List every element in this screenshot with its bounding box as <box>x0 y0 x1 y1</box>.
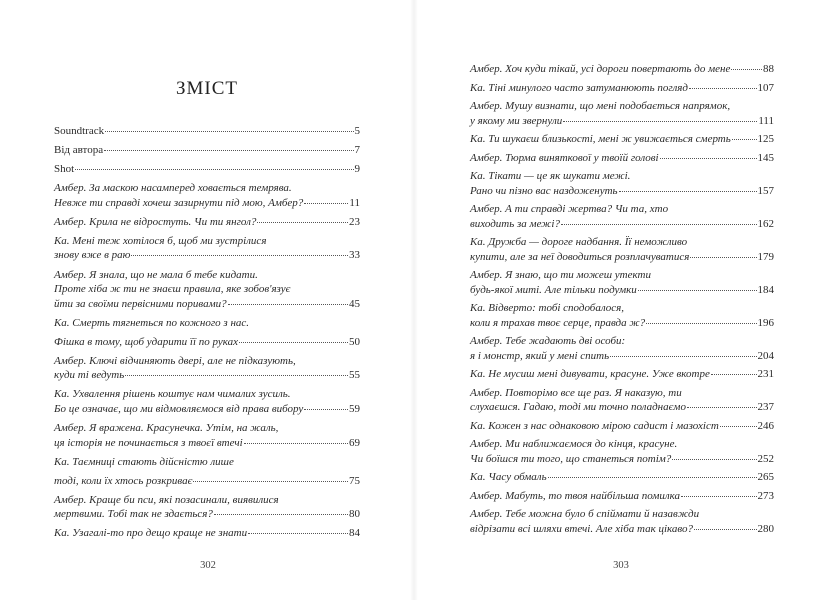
toc-entry-title: Амбер. Хоч куди тікай, усі дороги повертають до мене <box>470 63 731 75</box>
toc-entry-last-line <box>470 151 774 166</box>
toc-entry-last-line <box>54 455 360 470</box>
dot-leader <box>681 495 756 497</box>
toc-entry-line: Амбер. Ми наближаємося до кінця, красуне. <box>470 438 678 450</box>
toc-entry <box>470 301 774 330</box>
toc-entry-last-line <box>470 184 774 199</box>
dot-leader <box>720 425 757 427</box>
toc-entry-page: 196 <box>757 316 774 329</box>
dot-leader <box>646 322 756 324</box>
toc-entry-last-line <box>54 162 360 177</box>
toc-entry <box>54 234 360 263</box>
toc-entry-title: тоді, коли їх хтось розкриває <box>54 474 193 487</box>
toc-entry-page: 252 <box>757 452 774 465</box>
toc-entry <box>470 268 774 297</box>
toc-entry <box>54 474 360 489</box>
toc-entry-line: Амбер. Я вражена. Красунечка. Утім, на жаль, <box>54 422 279 435</box>
toc-entry-last-line <box>54 335 360 350</box>
toc-entry-title: виходить за межі? <box>470 217 560 230</box>
toc-entry-page: 237 <box>757 401 774 413</box>
toc-entry-title: у якому ми звернули <box>470 114 563 127</box>
toc-entry <box>54 162 360 177</box>
toc-entry <box>470 235 774 264</box>
dot-leader <box>244 442 348 444</box>
dot-leader <box>731 68 762 70</box>
toc-entry-title: коли я трахав твоє серце, правда ж? <box>470 316 646 329</box>
toc-entry <box>54 387 360 416</box>
toc-entry <box>470 367 774 382</box>
toc-entry-last-line <box>470 316 774 331</box>
dot-leader <box>610 355 756 357</box>
toc-entry-page: 59 <box>349 402 360 415</box>
toc-entry-page: 5 <box>354 125 360 137</box>
dot-leader <box>105 130 353 132</box>
toc-entry-title: слухаєшся. Гадаю, тоді ми точно поладнаємо <box>470 401 686 413</box>
toc-entry-title: Фішка в тому, щоб ударити її по руках <box>54 335 239 348</box>
dot-leader <box>239 341 348 343</box>
toc-entry-last-line <box>470 470 774 485</box>
toc-entry-title: Амбер. Крила не відростуть. Чи ти янгол? <box>54 215 257 228</box>
toc-entry <box>54 493 360 522</box>
toc-entry-last-line <box>470 283 774 298</box>
dot-leader <box>131 254 348 256</box>
toc-entry-page: 111 <box>758 114 774 127</box>
toc-entry <box>470 489 774 504</box>
toc-entry-title: Ка. Узагалі-то про дещо краще не знати <box>54 527 248 540</box>
dot-leader <box>125 374 348 376</box>
toc-entry-page: 265 <box>757 471 774 483</box>
toc-entry-last-line <box>470 62 774 77</box>
toc-entry-title: купити, але за неї доводиться розплачуватися <box>470 250 690 263</box>
toc-entry <box>54 421 360 450</box>
toc-entry-page: 9 <box>354 163 360 176</box>
toc-entry-last-line <box>470 217 774 232</box>
toc-entry-last-line <box>54 196 360 211</box>
toc-entry <box>470 62 774 77</box>
toc-entry-line: Ка. Дружба — дороге надбання. Її неможливо <box>470 236 688 248</box>
toc-entry-page: 179 <box>757 250 774 263</box>
dot-leader <box>75 168 353 170</box>
toc-entry-title: я і монстр, який у мені спить <box>470 349 610 362</box>
dot-leader <box>732 138 757 140</box>
toc-entry-page: 75 <box>349 474 360 487</box>
toc-entry <box>470 419 774 434</box>
toc-entry-last-line <box>54 248 360 263</box>
toc-entry-line: Проте хіба ж ти не знаєш правила, яке зобов'язує <box>54 283 291 296</box>
toc-entry <box>54 268 360 312</box>
toc-entry-page: 184 <box>757 283 774 296</box>
toc-entry-page: 11 <box>349 196 360 209</box>
right-page <box>414 0 829 600</box>
toc-entry-title: знову вже в раю <box>54 249 131 262</box>
toc-entry-line: Ка. Мені теж хотілося б, щоб ми зустрілися <box>54 234 267 247</box>
toc-entry-page: 84 <box>349 527 360 540</box>
toc-entry <box>470 132 774 147</box>
toc-entry <box>54 354 360 383</box>
dot-leader <box>214 513 348 515</box>
toc-entry-last-line <box>54 436 360 451</box>
toc-entry-title: Ка. Часу обмаль <box>470 471 547 483</box>
toc-entry-page: 45 <box>349 297 360 310</box>
toc-entry <box>54 455 360 470</box>
toc-entry <box>470 437 774 466</box>
toc-entry-page: 88 <box>763 63 774 75</box>
toc-entry-page: 145 <box>757 151 774 164</box>
dot-leader <box>193 480 348 482</box>
toc-entry-last-line <box>54 124 360 139</box>
dot-leader <box>694 528 756 530</box>
toc-entry-page: 50 <box>349 335 360 348</box>
toc-list-left <box>54 124 360 546</box>
toc-entry <box>54 526 360 541</box>
toc-entry-page: 55 <box>349 369 360 382</box>
toc-entry <box>54 124 360 139</box>
toc-entry-title: Амбер. Тюрма виняткової у твоїй голові <box>470 151 659 164</box>
toc-entry-last-line <box>470 452 774 467</box>
toc-entry <box>54 335 360 350</box>
toc-entry-title: Shot <box>54 163 75 176</box>
toc-entry-title: відрізати всі шляхи втечі. Але хіба так цікаво? <box>470 522 694 535</box>
toc-entry-last-line <box>470 132 774 147</box>
toc-entry-title: будь-якої миті. Але тільки подумки <box>470 283 637 296</box>
toc-entry-line: Амбер. Повторімо все ще раз. Я наказую, ти <box>470 386 682 399</box>
toc-entry <box>470 99 774 128</box>
toc-entry-line: Амбер. Тебе жадають дві особи: <box>470 335 626 347</box>
toc-entry <box>54 143 360 158</box>
dot-leader <box>672 458 756 460</box>
page-number-right: 303 <box>613 560 629 571</box>
toc-entry-last-line <box>54 526 360 541</box>
toc-entry-title: Ка. Таємниці стають дійсністю лише <box>54 455 234 468</box>
toc-entry-title: Ка. Ти шукаєш близькості, мені ж увижається смерть <box>470 133 731 145</box>
toc-entry-last-line <box>470 400 774 415</box>
dot-leader <box>304 408 348 410</box>
toc-entry-last-line <box>470 522 774 537</box>
toc-entry-title: ця історія не починається з твоєї втечі <box>54 436 243 449</box>
toc-entry-page: 125 <box>757 133 774 145</box>
page-number-left: 302 <box>200 560 216 571</box>
toc-entry-line: Амбер. Краще би пси, які позасинали, виявилися <box>54 493 279 506</box>
toc-entry-title: Чи боїшся ти того, що станеться потім? <box>470 452 672 465</box>
toc-entry <box>470 470 774 485</box>
toc-entry-page: 23 <box>349 215 360 228</box>
toc-list-right <box>470 62 774 540</box>
toc-entry <box>470 202 774 231</box>
toc-entry-last-line <box>54 507 360 522</box>
toc-entry-page: 80 <box>349 508 360 521</box>
toc-entry-page: 162 <box>757 217 774 230</box>
toc-entry-page: 280 <box>757 522 774 535</box>
toc-entry-title: куди ті ведуть <box>54 369 125 382</box>
toc-title: ЗМІСТ <box>175 78 239 99</box>
dot-leader <box>689 87 757 89</box>
toc-entry-title: Рано чи пізно вас наздоженуть <box>470 184 618 197</box>
toc-entry-line: Амбер. Тебе можна було б спіймати й назавжди <box>470 508 700 520</box>
toc-entry-last-line <box>54 143 360 158</box>
toc-entry-page: 69 <box>349 436 360 449</box>
toc-entry <box>470 386 774 415</box>
toc-entry-line: Амбер. А ти справді жертва? Чи та, хто <box>470 203 669 215</box>
toc-entry-last-line <box>470 250 774 265</box>
toc-entry-last-line <box>470 81 774 96</box>
toc-entry-page: 7 <box>354 144 360 157</box>
toc-entry-page: 107 <box>757 81 774 94</box>
toc-entry-page: 273 <box>757 489 774 502</box>
toc-entry-title: Ка. Не мусиш мені дивувати, красуне. Уже вкотре <box>470 368 710 380</box>
dot-leader <box>228 303 348 305</box>
toc-entry-title: Ка. Тіні минулого часто затуманюють погляд <box>470 81 688 94</box>
toc-entry <box>54 316 360 331</box>
toc-entry-title: Амбер. Мабуть, то твоя найбільша помилка <box>470 489 681 502</box>
toc-entry-line: Амбер. За маскою насамперед ховається темрява. <box>54 182 292 195</box>
toc-entry-page: 33 <box>349 249 360 262</box>
dot-leader <box>638 289 757 291</box>
toc-entry-title: йти за своїми первісними поривами? <box>54 297 227 310</box>
toc-entry-title: мертвими. Тобі так не здається? <box>54 508 213 521</box>
dot-leader <box>561 223 757 225</box>
toc-entry-line: Амбер. Мушу визнати, що мені подобається напрямок, <box>470 100 731 112</box>
toc-entry-page: 157 <box>757 184 774 197</box>
toc-entry-page: 246 <box>757 419 774 432</box>
left-page <box>0 0 414 600</box>
toc-entry-last-line <box>54 402 360 417</box>
toc-entry-page: 204 <box>757 349 774 362</box>
toc-entry-title: Від автора <box>54 144 104 157</box>
toc-entry-title: Soundtrack <box>54 125 105 137</box>
toc-entry <box>470 151 774 166</box>
dot-leader <box>660 157 757 159</box>
toc-entry-line: Амбер. Ключі відчиняють двері, але не підказують, <box>54 354 296 367</box>
dot-leader <box>248 532 348 534</box>
dot-leader <box>563 120 757 122</box>
toc-entry <box>470 169 774 198</box>
toc-entry-page: 231 <box>757 368 774 380</box>
toc-entry-line: Ка. Відверто: тобі сподобалося, <box>470 302 625 314</box>
dot-leader <box>690 256 756 258</box>
toc-entry <box>54 215 360 230</box>
dot-leader <box>548 476 757 478</box>
toc-entry-line: Ка. Тікати — це як шукати межі. <box>470 170 631 182</box>
toc-entry-line: Амбер. Я знаю, що ти можеш утекти <box>470 269 651 281</box>
toc-entry-line: Ка. Ухвалення рішень коштує нам чималих зусиль. <box>54 388 291 401</box>
dot-leader <box>304 202 348 204</box>
toc-entry <box>470 507 774 536</box>
toc-entry <box>470 334 774 363</box>
dot-leader <box>711 373 757 375</box>
toc-entry-last-line <box>470 419 774 434</box>
toc-entry-last-line <box>54 215 360 230</box>
dot-leader <box>687 406 757 408</box>
toc-entry-last-line <box>470 349 774 364</box>
toc-entry-line: Амбер. Я знала, що не мала б тебе кидати. <box>54 268 258 281</box>
toc-entry-last-line <box>54 474 360 489</box>
toc-entry-title: Ка. Кожен з нас однаковою мірою садист і мазохіст <box>470 419 719 432</box>
dot-leader <box>257 221 348 223</box>
toc-entry-last-line <box>470 489 774 504</box>
toc-entry-title: Бо це означає, що ми відмовляємося від права вибору <box>54 402 304 415</box>
dot-leader <box>104 149 353 151</box>
toc-entry <box>470 81 774 96</box>
toc-entry-last-line <box>470 114 774 129</box>
toc-entry-last-line <box>470 367 774 382</box>
toc-entry-last-line <box>54 368 360 383</box>
toc-entry <box>54 181 360 210</box>
toc-entry-title: Невже ти справді хочеш зазирнути під мою, Амбер? <box>54 196 304 209</box>
toc-entry-last-line <box>54 316 360 331</box>
dot-leader <box>619 190 757 192</box>
toc-entry-title: Ка. Смерть тягнеться по кожного з нас. <box>54 316 250 329</box>
toc-entry-last-line <box>54 297 360 312</box>
